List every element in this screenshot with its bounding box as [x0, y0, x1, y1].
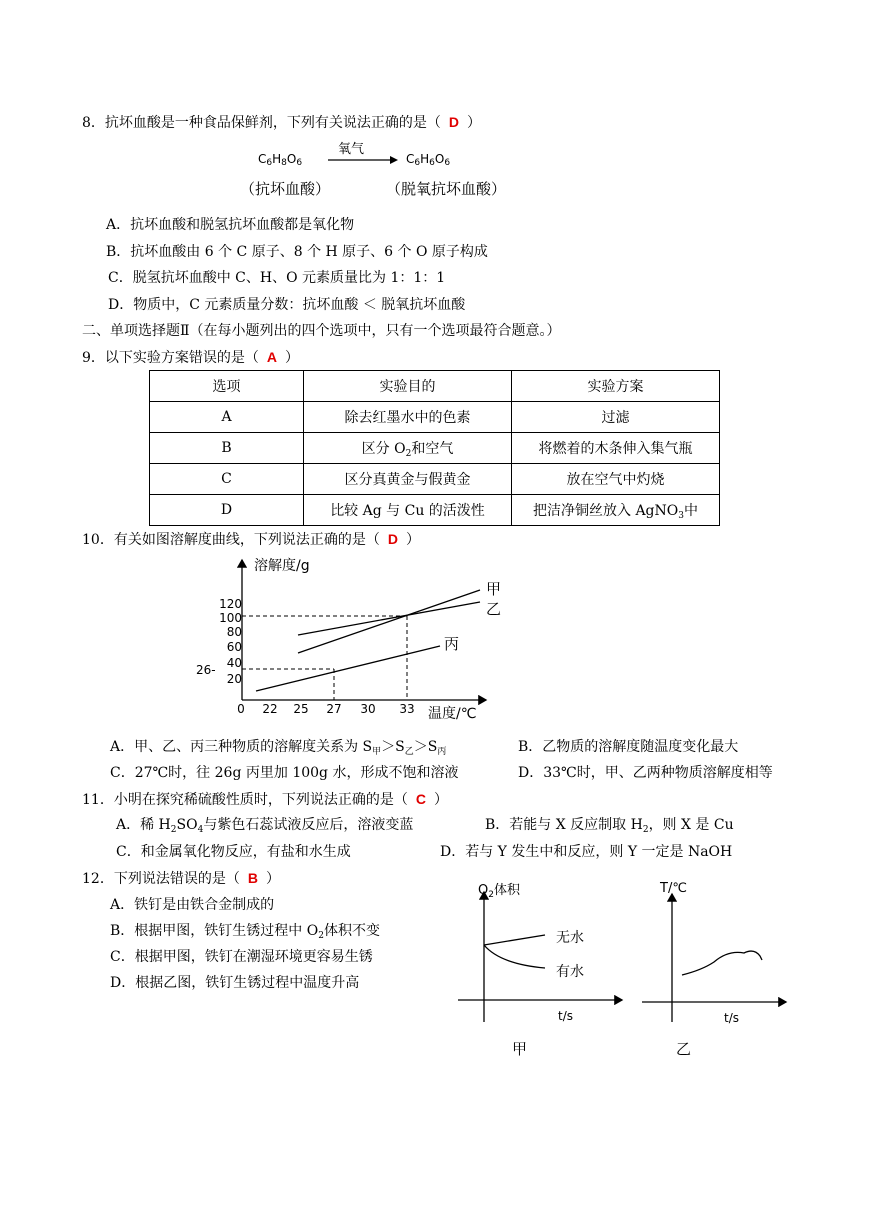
table-row	[150, 464, 720, 495]
y-tick-label: 20	[226, 672, 242, 686]
x-axis-label: t/s	[724, 1011, 739, 1025]
series-bing-line	[256, 646, 440, 691]
table-header-row	[150, 371, 720, 402]
table-cell: 放在空气中灼烧	[512, 464, 720, 495]
table-row	[150, 495, 720, 526]
y-tick-label: 80	[226, 625, 242, 639]
series-label-jia: 甲	[486, 580, 502, 598]
y-tick-label: 60	[226, 640, 242, 654]
chart-caption-jia: 甲	[512, 1040, 528, 1058]
reaction-arrow	[328, 155, 398, 165]
series-wushui-line	[484, 935, 545, 945]
q12-answer: B	[247, 870, 258, 886]
reactant-name: （抗坏血酸）	[240, 180, 331, 198]
q8-stem-text: 8．抗坏血酸是一种食品保鲜剂，下列有关说法正确的是（	[82, 115, 441, 131]
x-tick-label: 33	[399, 702, 415, 716]
q12-option-d: D．根据乙图，铁钉生锈过程中温度升高	[110, 975, 360, 991]
q8-close: ）	[467, 115, 482, 131]
q8-option-b: B．抗坏血酸由 6 个 C 原子、8 个 H 原子、6 个 O 原子构成	[106, 244, 488, 260]
q11-option-c: C．和金属氧化物反应，有盐和水生成	[116, 844, 351, 860]
series-label-yi: 乙	[486, 600, 502, 618]
q12-option-c: C．根据甲图，铁钉在潮湿环境更容易生锈	[110, 949, 373, 965]
q8-option-c: C．脱氢抗坏血酸中 C、H、O 元素质量比为 1：1：1	[108, 270, 446, 286]
table-cell: D	[150, 495, 304, 526]
series-label-bing: 丙	[444, 635, 460, 653]
table-header: 实验方案	[512, 371, 720, 402]
series-label-youshui: 有水	[556, 964, 584, 980]
q9-answer: A	[266, 349, 278, 365]
y-axis-label: 溶解度/g	[254, 558, 310, 574]
chart-yi	[636, 872, 796, 1062]
q11-option-b: B．若能与 X 反应制取 $H_2$，则 X 是 Cu	[485, 817, 734, 835]
x-tick-label: 22	[262, 702, 278, 716]
q8-option-a: A．抗坏血酸和脱氢抗坏血酸都是氧化物	[106, 217, 355, 233]
product-name: （脱氧抗坏血酸）	[386, 180, 507, 198]
q10-option-c: C．27℃时，往 26g 丙里加 100g 水，形成不饱和溶液	[110, 765, 459, 781]
table-cell: 将燃着的木条伸入集气瓶	[512, 433, 720, 464]
table-cell: A	[150, 402, 304, 433]
x-axis-label: t/s	[558, 1009, 573, 1023]
table-cell: C	[150, 464, 304, 495]
table-cell: 除去红墨水中的色素	[304, 402, 512, 433]
q10-answer: D	[387, 531, 398, 547]
q10-option-b: B．乙物质的溶解度随温度变化最大	[518, 739, 739, 755]
q8-stem	[82, 113, 481, 132]
y-mark-26: 26-	[196, 663, 216, 677]
q11-answer: C	[415, 791, 426, 807]
q10-option-a: A．甲、乙、丙三种物质的溶解度关系为 $S_甲>S_乙>S_丙$	[110, 739, 447, 757]
q12-stem: 12．下列说法错误的是（ B ）	[82, 870, 280, 887]
table-cell: 把洁净铜丝放入 AgNO$_3$中	[512, 495, 720, 526]
series-label-wushui: 无水	[556, 930, 584, 946]
y-tick-label: 100	[219, 611, 242, 625]
temperature-curve	[682, 951, 762, 975]
chart-jia	[450, 872, 630, 1062]
product-formula: $C_6H_6O_6$	[406, 152, 451, 168]
x-axis-label: 温度/℃	[428, 706, 477, 722]
q8-reaction	[240, 138, 520, 202]
q9-stem: 9．以下实验方案错误的是（ A ）	[82, 349, 300, 366]
table-row	[150, 433, 720, 464]
chart-caption-yi: 乙	[676, 1040, 692, 1058]
x-tick-label: 25	[293, 702, 309, 716]
table-cell: B	[150, 433, 304, 464]
x-tick-label: 30	[360, 702, 376, 716]
q9-table	[149, 370, 720, 526]
table-header: 实验目的	[304, 371, 512, 402]
table-cell: 区分 $O_2$和空气	[304, 433, 512, 464]
section-heading: 二、单项选择题Ⅱ（在每小题列出的四个选项中，只有一个选项最符合题意。）	[82, 323, 561, 339]
reactant-formula: $C_6H_8O_6$	[258, 152, 303, 168]
q8-answer: D	[448, 114, 460, 130]
y-tick-label: 40	[226, 656, 242, 670]
q12-option-a: A．铁钉是由铁合金制成的	[110, 897, 275, 913]
x-tick-label: 0	[237, 702, 245, 716]
table-cell: 区分真黄金与假黄金	[304, 464, 512, 495]
table-header: 选项	[150, 371, 304, 402]
table-row	[150, 402, 720, 433]
q8-option-d: D．物质中，C 元素质量分数：抗坏血酸 ＜ 脱氧抗坏血酸	[108, 297, 466, 313]
x-tick-label: 27	[326, 702, 342, 716]
solubility-chart	[190, 552, 510, 727]
reaction-condition: 氧气	[338, 142, 365, 157]
y-tick-label: 120	[219, 597, 242, 611]
q10-stem: 10．有关如图溶解度曲线，下列说法正确的是（ D ）	[82, 531, 420, 548]
table-cell: 比较 Ag 与 Cu 的活泼性	[304, 495, 512, 526]
q10-option-d: D．33℃时，甲、乙两种物质溶解度相等	[518, 765, 773, 781]
series-youshui-line	[484, 945, 545, 968]
q11-option-a: A．稀 $H_2SO_4$与紫色石蕊试液反应后，溶液变蓝	[116, 817, 414, 835]
q11-stem: 11．小明在探究稀硫酸性质时，下列说法正确的是（ C ）	[82, 791, 448, 808]
table-cell: 过滤	[512, 402, 720, 433]
q12-option-b: B．根据甲图，铁钉生锈过程中 $O_2$体积不变	[110, 923, 380, 941]
series-yi-line	[298, 602, 480, 635]
y-axis-label: T/℃	[660, 881, 687, 896]
q11-option-d: D．若与 Y 发生中和反应，则 Y 一定是 NaOH	[440, 844, 733, 860]
y-axis-label: $O_2$体积	[478, 883, 520, 900]
